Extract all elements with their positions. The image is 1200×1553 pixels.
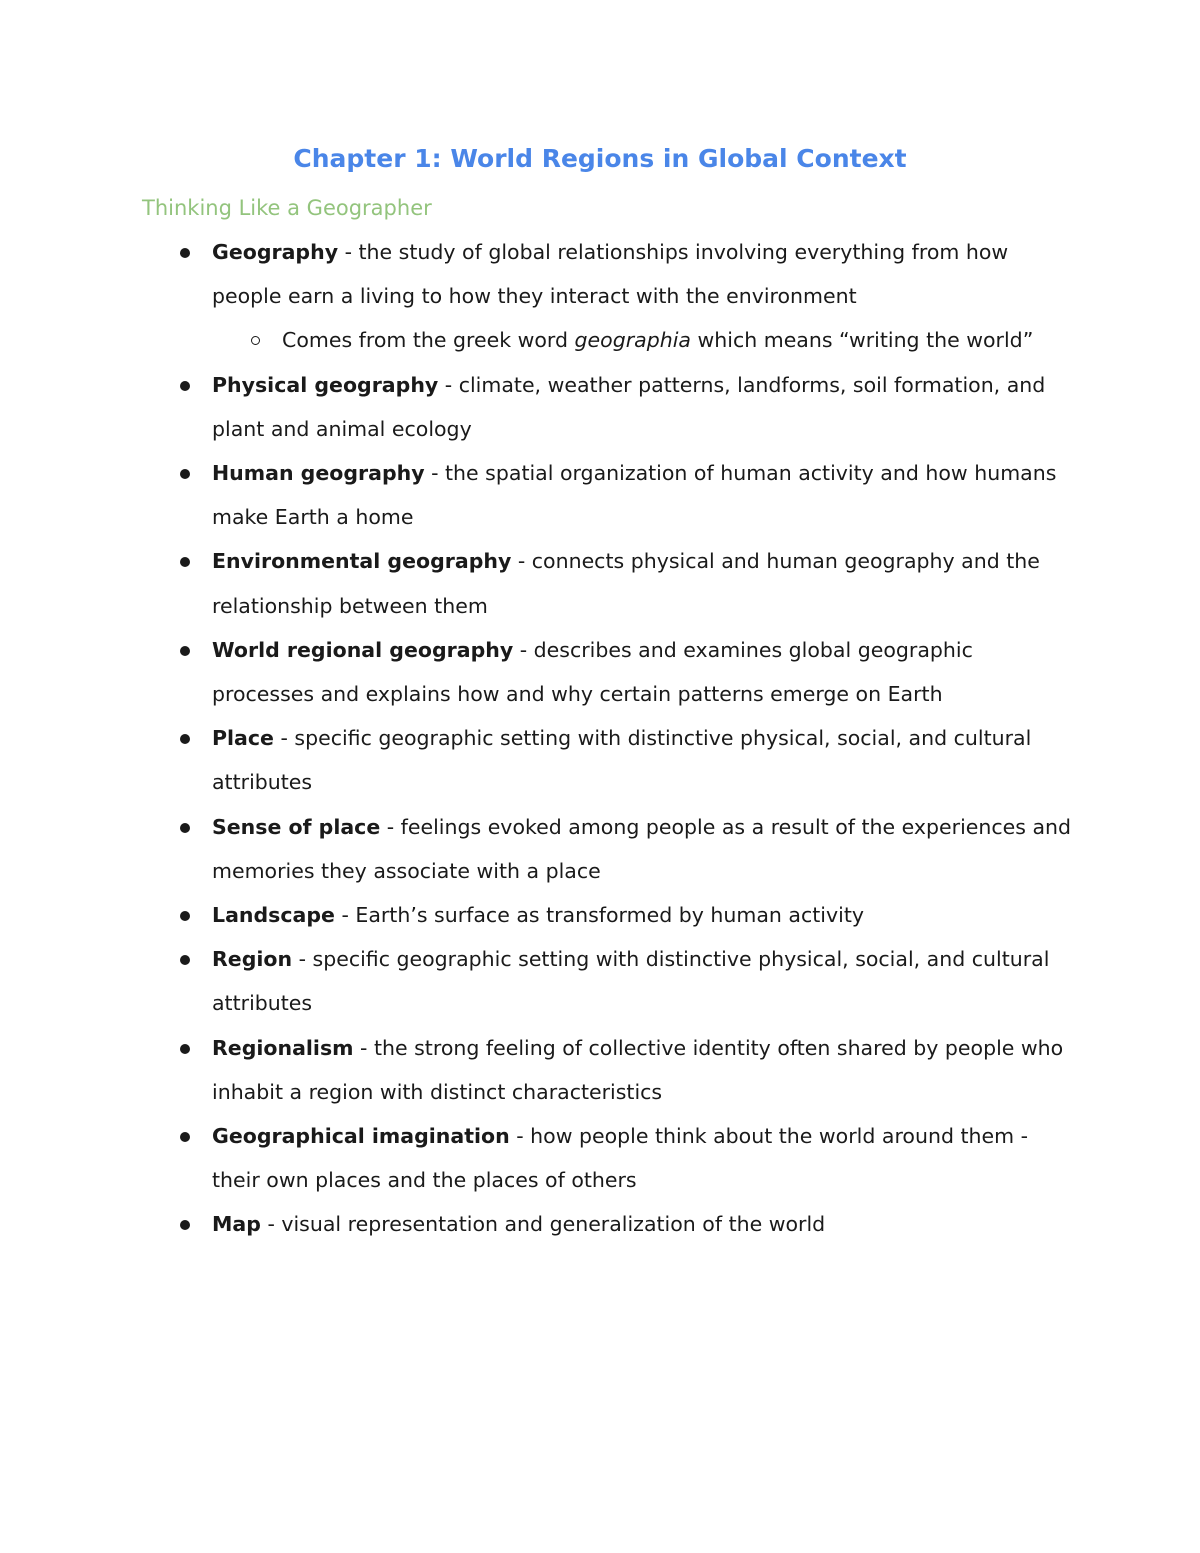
- list-item: [212, 451, 1072, 539]
- term: World regional geography: [212, 637, 514, 662]
- document-title: Chapter 1: World Regions in Global Context: [293, 144, 907, 173]
- definition: - connects physical and human geography and the relationship between them: [212, 549, 1040, 618]
- definition: - visual representation and generalization of the world: [260, 1212, 826, 1237]
- list-item: [212, 628, 1072, 716]
- definition: - the study of global relationships involving everything from how people earn a living to how they interact with the environment: [212, 240, 1009, 309]
- list-item: [212, 805, 1072, 893]
- definition: - the spatial organization of human activity and how humans make Earth a home: [212, 461, 1057, 530]
- term: Region: [212, 947, 293, 972]
- definition: - specific geographic setting with distinctive physical, social, and cultural attributes: [212, 726, 1032, 795]
- term: Regionalism: [212, 1035, 354, 1060]
- term-list: [212, 230, 1072, 1247]
- sub-list: [212, 318, 1072, 362]
- list-item: [212, 716, 1072, 804]
- bullet-icon: [180, 911, 190, 921]
- section-heading: Thinking Like a Geographer: [142, 196, 432, 220]
- definition: - specific geographic setting with distinctive physical, social, and cultural attributes: [212, 947, 1050, 1016]
- bullet-icon: [180, 1220, 190, 1230]
- list-item: [212, 937, 1072, 1025]
- term: Geographical imagination: [212, 1124, 510, 1149]
- list-item: [212, 1202, 1072, 1246]
- term: Place: [212, 726, 274, 751]
- list-item: [212, 539, 1072, 627]
- definition: - climate, weather patterns, landforms, soil formation, and plant and animal ecology: [212, 372, 1046, 441]
- term: Map: [212, 1212, 261, 1237]
- bullet-icon: [180, 381, 190, 391]
- bullet-icon: [180, 955, 190, 965]
- sub-text-italic: geographia: [574, 328, 691, 353]
- bullet-icon: [180, 1044, 190, 1054]
- bullet-icon: [180, 646, 190, 656]
- term: Environmental geography: [212, 549, 512, 574]
- list-item: [212, 230, 1072, 363]
- bullet-icon: [180, 557, 190, 567]
- term: Sense of place: [212, 814, 381, 839]
- definition: - how people think about the world around them - their own places and the places of others: [212, 1124, 1028, 1193]
- definition: - the strong feeling of collective identity often shared by people who inhabit a region with distinct characteristics: [212, 1035, 1064, 1104]
- list-item: [212, 363, 1072, 451]
- sub-list-item: [282, 318, 1072, 362]
- definition: - describes and examines global geographic processes and explains how and why certain patterns emerge on Earth: [212, 637, 973, 707]
- definition: - feelings evoked among people as a result of the experiences and memories they associate with a place: [212, 814, 1072, 883]
- term: Human geography: [212, 461, 425, 486]
- bullet-icon: [180, 248, 190, 258]
- sub-text-before: Comes from the greek word: [282, 328, 575, 353]
- term: Landscape: [212, 903, 335, 928]
- bullet-icon: [180, 1132, 190, 1142]
- list-item: [212, 1026, 1072, 1114]
- bullet-icon: [180, 734, 190, 744]
- bullet-icon: [180, 823, 190, 833]
- sub-text-after: which means “writing the world”: [690, 328, 1034, 353]
- definition: - Earth’s surface as transformed by human activity: [334, 903, 864, 928]
- bullet-icon: [180, 469, 190, 479]
- term: Physical geography: [212, 372, 439, 397]
- term: Geography: [212, 240, 339, 264]
- hollow-bullet-icon: [251, 336, 260, 345]
- list-item: [212, 893, 1072, 937]
- list-item: [212, 1114, 1072, 1202]
